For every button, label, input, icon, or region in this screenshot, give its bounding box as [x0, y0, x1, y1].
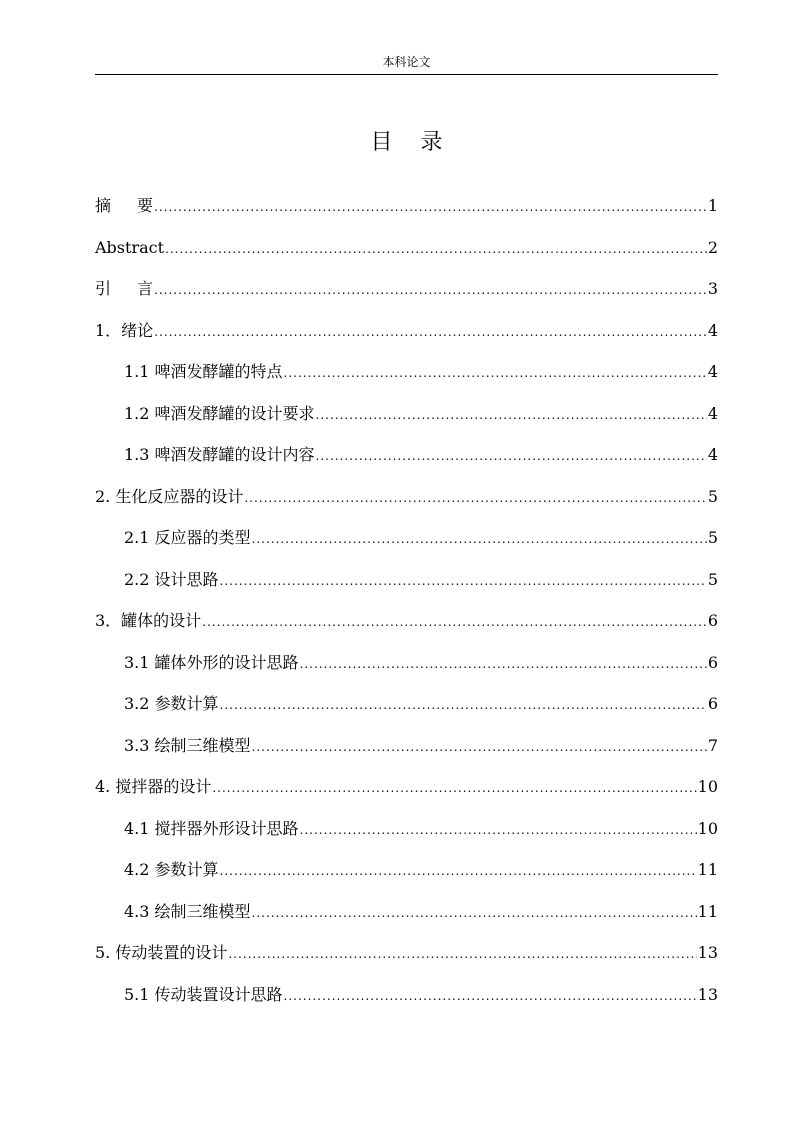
toc-entry-page: 5	[707, 569, 718, 589]
toc-entry-page: 6	[707, 611, 718, 630]
toc-entry-chapter-3[interactable]	[95, 607, 718, 649]
toc-dot-leader	[316, 401, 707, 429]
toc-dot-leader	[228, 940, 696, 968]
toc-entry-section-1-1[interactable]	[95, 358, 718, 400]
toc-entry-section-3-3[interactable]	[95, 732, 718, 774]
toc-entry-page: 1	[707, 196, 718, 215]
toc-entry-label: 3.2 参数计算	[124, 694, 219, 713]
toc-entry-chapter-1[interactable]	[95, 317, 718, 359]
toc-entry-label: 引 言	[95, 279, 154, 298]
toc-entry-label: 2. 生化反应器的设计	[95, 486, 244, 506]
toc-entry-label: 3.1 罐体外形的设计思路	[124, 652, 299, 672]
toc-entry-section-4-2[interactable]	[95, 856, 718, 898]
table-of-contents	[95, 192, 718, 1022]
toc-entry-label: 4.1 搅拌器外形设计思路	[124, 818, 299, 838]
toc-entry-page: 10	[697, 818, 718, 838]
toc-entry-label: 4.2 参数计算	[124, 860, 219, 879]
toc-entry-chapter-2[interactable]	[95, 483, 718, 525]
toc-dot-leader	[154, 193, 707, 221]
toc-dot-leader	[252, 733, 707, 761]
toc-entry-section-2-1[interactable]	[95, 524, 718, 566]
toc-entry-section-4-1[interactable]	[95, 815, 718, 857]
toc-entry-section-1-3[interactable]	[95, 441, 718, 483]
toc-entry-page: 3	[707, 279, 718, 298]
toc-entry-label: 1.3 啤酒发酵罐的设计内容	[124, 445, 315, 464]
toc-entry-section-3-2[interactable]	[95, 690, 718, 732]
toc-entry-page: 2	[707, 237, 718, 257]
toc-dot-leader	[252, 899, 697, 927]
toc-entry-page: 5	[707, 528, 718, 547]
toc-entry-chapter-5[interactable]	[95, 939, 718, 981]
toc-entry-label: 4.3 绘制三维模型	[124, 901, 251, 921]
toc-dot-leader	[220, 567, 707, 595]
toc-dot-leader	[300, 650, 707, 678]
toc-entry-label: 摘 要	[95, 196, 154, 215]
toc-dot-leader	[284, 359, 707, 387]
toc-entry-label: 1.2 啤酒发酵罐的设计要求	[124, 403, 315, 423]
toc-entry-label: Abstract	[95, 237, 165, 257]
toc-entry-section-3-1[interactable]	[95, 649, 718, 691]
toc-entry-label: 3.3 绘制三维模型	[124, 735, 251, 755]
toc-dot-leader	[220, 691, 707, 719]
toc-dot-leader	[284, 982, 697, 1010]
toc-entry-section-1-2[interactable]	[95, 400, 718, 442]
toc-entry-label: 1.1 啤酒发酵罐的特点	[124, 362, 283, 381]
toc-entry-label: 1．绪论	[95, 320, 154, 340]
toc-entry-page: 13	[697, 943, 718, 962]
toc-entry-abstract-cn[interactable]	[95, 192, 718, 234]
toc-entry-label: 2.2 设计思路	[124, 569, 219, 589]
toc-entry-page: 4	[707, 403, 718, 423]
toc-dot-leader	[165, 235, 707, 263]
toc-dot-leader	[252, 525, 707, 553]
toc-dot-leader	[244, 484, 706, 512]
toc-entry-section-2-2[interactable]	[95, 566, 718, 608]
toc-dot-leader	[212, 774, 696, 802]
toc-entry-label: 5. 传动装置的设计	[95, 943, 228, 962]
toc-entry-page: 6	[707, 652, 718, 672]
toc-entry-page: 13	[697, 984, 718, 1004]
toc-entry-page: 4	[707, 362, 718, 381]
toc-dot-leader	[154, 318, 707, 346]
toc-entry-introduction[interactable]	[95, 275, 718, 317]
toc-dot-leader	[300, 816, 697, 844]
toc-entry-label: 2.1 反应器的类型	[124, 528, 251, 547]
toc-entry-section-4-3[interactable]	[95, 898, 718, 940]
toc-dot-leader	[202, 608, 707, 636]
toc-title-left: 目	[370, 130, 393, 155]
toc-entry-page: 7	[707, 735, 718, 755]
toc-entry-label: 4. 搅拌器的设计	[95, 777, 212, 796]
toc-entry-chapter-4[interactable]	[95, 773, 718, 815]
toc-dot-leader	[316, 442, 707, 470]
toc-entry-page: 11	[697, 860, 718, 879]
toc-entry-label: 5.1 传动装置设计思路	[124, 984, 283, 1004]
toc-entry-page: 6	[707, 694, 718, 713]
toc-entry-label: 3．罐体的设计	[95, 611, 202, 630]
header-text: 本科论文	[382, 55, 431, 69]
toc-entry-abstract-en[interactable]	[95, 234, 718, 276]
toc-entry-page: 4	[707, 445, 718, 464]
toc-title	[95, 128, 718, 158]
page-header	[95, 54, 718, 75]
toc-dot-leader	[220, 857, 697, 885]
toc-entry-section-5-1[interactable]	[95, 981, 718, 1023]
toc-title-right: 录	[420, 130, 443, 155]
toc-dot-leader	[154, 276, 707, 304]
toc-entry-page: 5	[707, 486, 718, 506]
toc-entry-page: 11	[697, 901, 718, 921]
toc-entry-page: 4	[707, 320, 718, 340]
toc-entry-page: 10	[697, 777, 718, 796]
